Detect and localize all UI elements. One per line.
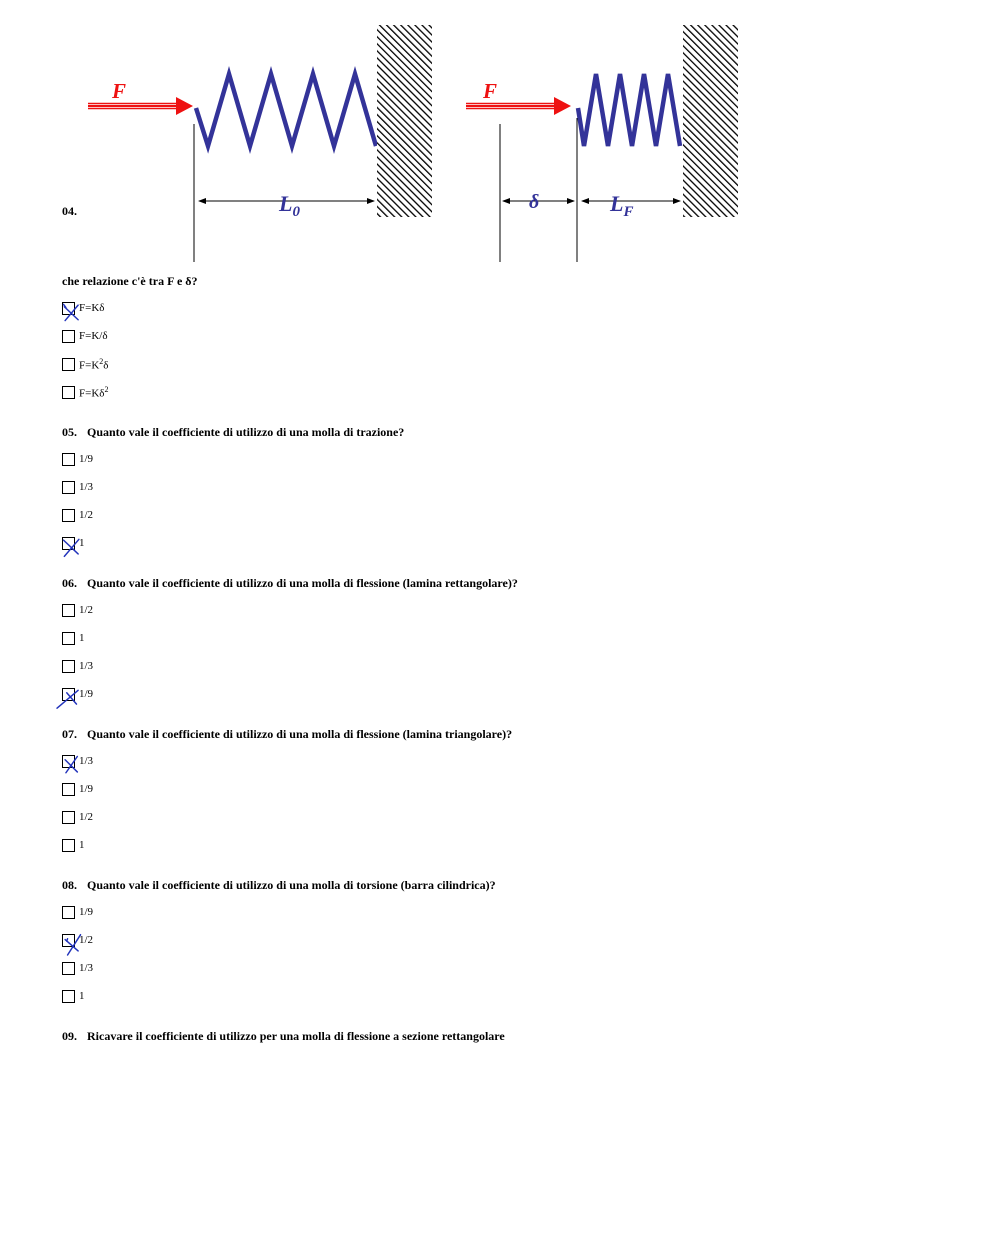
option-label-text: 1: [79, 632, 85, 644]
answer-option[interactable]: [62, 328, 108, 344]
option-label-text: F=K: [79, 359, 100, 372]
option-label: [79, 990, 85, 1002]
left-force-arrow: [88, 97, 193, 115]
option-label: [79, 906, 93, 918]
option-label-text: 1/2: [79, 934, 94, 946]
option-label: [79, 302, 104, 314]
option-label-superscript: 2: [104, 384, 109, 394]
checkbox[interactable]: [62, 839, 75, 852]
answer-option[interactable]: [62, 753, 93, 769]
option-label-text: 1: [79, 537, 85, 549]
question-text: Ricavare il coefficiente di utilizzo per una molla di flessione a sezione rettangolare: [87, 1029, 505, 1043]
question-number: 05.: [62, 425, 77, 439]
option-label-text: 1/3: [79, 660, 94, 672]
option-label-text: 1/3: [79, 962, 94, 974]
option-label-text: 1: [79, 839, 85, 851]
right-force-label: F: [483, 79, 498, 103]
left-force-label: F: [112, 79, 127, 103]
checkbox-checked[interactable]: [62, 755, 75, 768]
question-text: Quanto vale il coefficiente di utilizzo di una molla di trazione?: [87, 425, 405, 439]
checkbox[interactable]: [62, 990, 75, 1003]
checkbox[interactable]: [62, 604, 75, 617]
option-label: [79, 385, 108, 400]
question-number: 09.: [62, 1029, 77, 1043]
option-label-text: F=K/δ: [79, 330, 108, 342]
right-spring: [578, 74, 680, 146]
right-length-label: $L_F$: [610, 191, 634, 220]
option-label: [79, 632, 85, 644]
checkbox[interactable]: [62, 660, 75, 673]
answer-option[interactable]: [62, 479, 93, 495]
checkbox[interactable]: [62, 358, 75, 371]
answer-option[interactable]: [62, 809, 93, 825]
option-label-text: F=Kδ: [79, 302, 105, 314]
question-text: Quanto vale il coefficiente di utilizzo di una molla di torsione (barra cilindrica)?: [87, 878, 496, 892]
checkbox[interactable]: [62, 386, 75, 399]
checkbox-checked[interactable]: [62, 537, 75, 550]
question-text: che relazione c'è tra F e δ?: [62, 274, 198, 288]
option-label-text: 1: [79, 990, 85, 1002]
answer-option[interactable]: [62, 356, 108, 372]
option-label: [79, 604, 93, 616]
left-length-label: $L_0$: [279, 191, 300, 220]
option-label-text: F=Kδ: [79, 387, 105, 400]
option-label-text: 1/2: [79, 604, 94, 616]
question-text: Quanto vale il coefficiente di utilizzo di una molla di flessione (lamina rettangolare)?: [87, 576, 518, 590]
option-label: [79, 839, 85, 851]
option-label-text: 1/3: [79, 481, 94, 493]
answer-option[interactable]: [62, 535, 85, 551]
answer-option[interactable]: [62, 658, 93, 674]
answer-option[interactable]: [62, 988, 85, 1004]
left-spring: [196, 74, 376, 146]
option-label: [79, 811, 93, 823]
checkbox[interactable]: [62, 783, 75, 796]
checkbox[interactable]: [62, 453, 75, 466]
question-number: 08.: [62, 878, 77, 892]
checkbox[interactable]: [62, 962, 75, 975]
answer-option[interactable]: [62, 507, 93, 523]
checkbox-checked[interactable]: [62, 934, 75, 947]
question-number: 07.: [62, 727, 77, 741]
answer-option[interactable]: [62, 451, 93, 467]
question-number: 04.: [62, 204, 77, 218]
delta-label: δ: [529, 191, 540, 213]
option-label-text: 1/2: [79, 509, 94, 521]
checkbox[interactable]: [62, 330, 75, 343]
option-label-text: 1/9: [79, 783, 94, 795]
answer-option[interactable]: [62, 686, 93, 702]
option-label-text: 1/3: [79, 755, 94, 767]
option-label: [79, 962, 93, 974]
question-text: Quanto vale il coefficiente di utilizzo di una molla di flessione (lamina triangolare)?: [87, 727, 513, 741]
option-label-text: 1/9: [79, 906, 94, 918]
checkbox[interactable]: [62, 906, 75, 919]
spring-diagram: [0, 0, 1000, 270]
option-label-tail: δ: [103, 359, 109, 372]
option-label-text: 1/2: [79, 811, 94, 823]
checkbox-checked[interactable]: [62, 302, 75, 315]
answer-option[interactable]: [62, 932, 93, 948]
option-label: [79, 755, 93, 767]
answer-option[interactable]: [62, 960, 93, 976]
answer-option[interactable]: [62, 630, 85, 646]
left-wall: [377, 25, 432, 217]
question-number: 06.: [62, 576, 77, 590]
answer-option[interactable]: [62, 300, 104, 316]
answer-option[interactable]: [62, 602, 93, 618]
checkbox[interactable]: [62, 632, 75, 645]
option-label: [79, 537, 85, 549]
answer-option[interactable]: [62, 781, 93, 797]
option-label: [79, 783, 93, 795]
answer-option[interactable]: [62, 904, 93, 920]
option-label: [79, 509, 93, 521]
option-label: [79, 357, 108, 372]
option-label: [79, 330, 108, 342]
checkbox[interactable]: [62, 811, 75, 824]
option-label-text: 1/9: [79, 688, 94, 700]
right-wall: [683, 25, 738, 217]
right-force-arrow: [466, 97, 571, 115]
checkbox-checked[interactable]: [62, 688, 75, 701]
option-label: [79, 453, 93, 465]
option-label-superscript: 2: [99, 356, 104, 366]
option-label: [79, 660, 93, 672]
option-label: [79, 934, 93, 946]
option-label: [79, 481, 93, 493]
checkbox[interactable]: [62, 481, 75, 494]
checkbox[interactable]: [62, 509, 75, 522]
answer-option[interactable]: [62, 837, 85, 853]
option-label-text: 1/9: [79, 453, 94, 465]
option-label: [79, 688, 93, 700]
answer-option[interactable]: [62, 384, 108, 400]
